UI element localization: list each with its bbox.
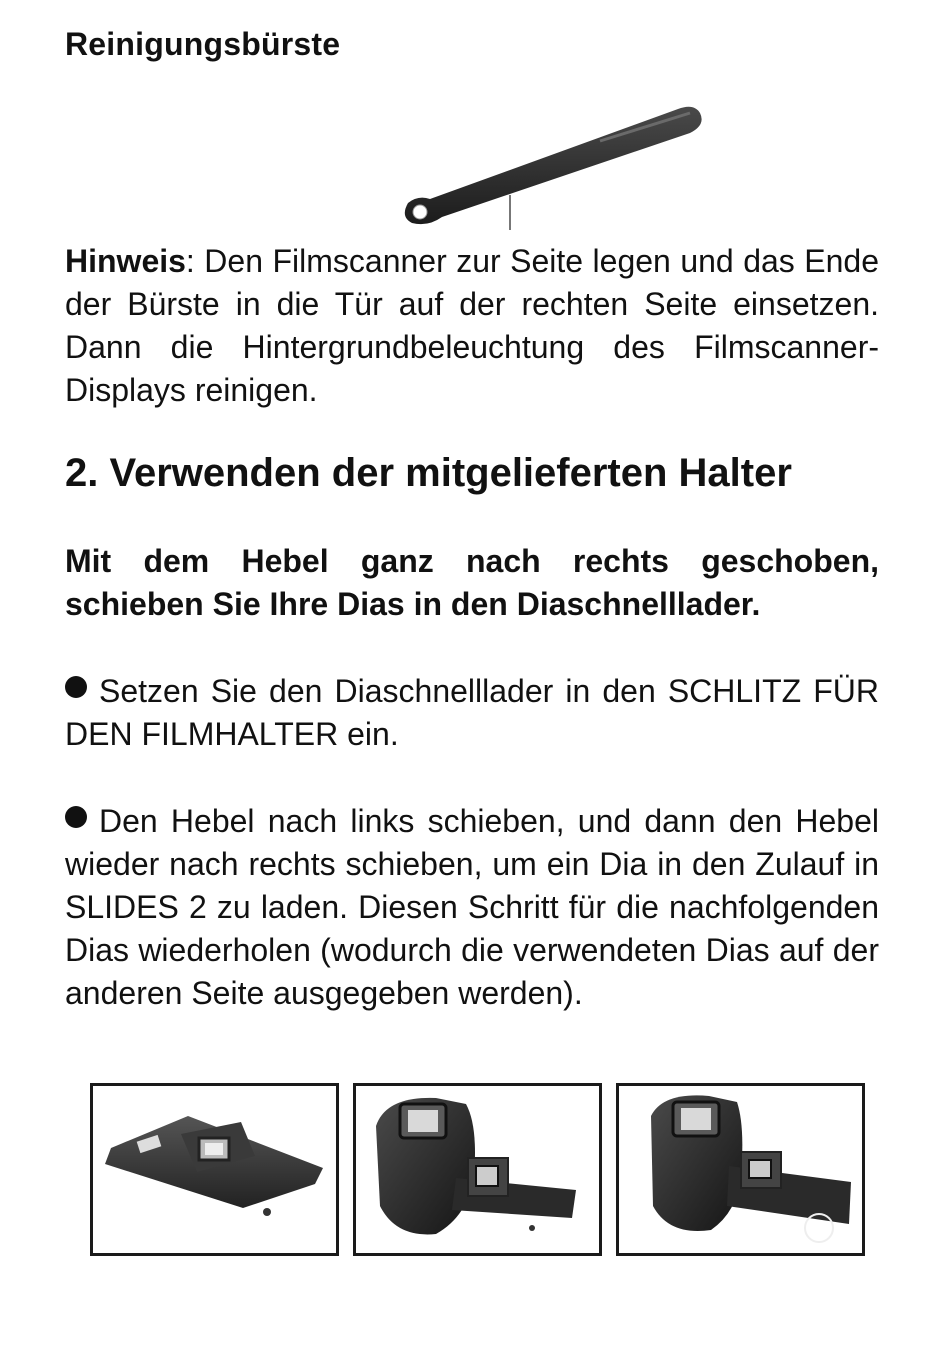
photo-strip <box>90 1083 862 1254</box>
note-text: : Den Filmscanner zur Seite legen und das Ende der Bürste in die Tür auf der rechten Seite einsetzen. Dann die Hintergrundbeleuchtung des Filmscanner-Displays reinigen. <box>65 243 879 408</box>
lead-instruction: Mit dem Hebel ganz nach rechts geschoben, schieben Sie Ihre Dias in den Diaschnelllader. <box>65 543 879 622</box>
section-label: Reinigungsbürste <box>65 26 341 62</box>
cleaning-brush-image <box>390 95 720 235</box>
bullet-text-2: Den Hebel nach links schieben, und dann den Hebel wieder nach rechts schieben, um ein Dia in den Zulauf in SLIDES 2 zu laden. Diesen Schritt für die nachfolgenden Dias wiederholen (wodurch die verwendeten Dias auf der anderen Seite ausgegeben werden). <box>65 803 879 1011</box>
bullet-icon <box>65 806 87 828</box>
note-label: Hinweis <box>65 243 186 279</box>
bullet-text-1: Setzen Sie den Diaschnelllader in den SCHLITZ FÜR DEN FILMHALTER ein. <box>65 673 879 752</box>
bullet-item-2 <box>65 800 879 1015</box>
bullet-item-1 <box>65 670 879 756</box>
note-paragraph <box>65 240 879 412</box>
section-heading: 2. Verwenden der mitgelieferten Halter <box>65 451 792 495</box>
bullet-icon <box>65 676 87 698</box>
scanner-lever-left-photo <box>616 1083 865 1256</box>
scanner-with-loader-photo <box>353 1083 602 1256</box>
slide-loader-photo <box>90 1083 339 1256</box>
